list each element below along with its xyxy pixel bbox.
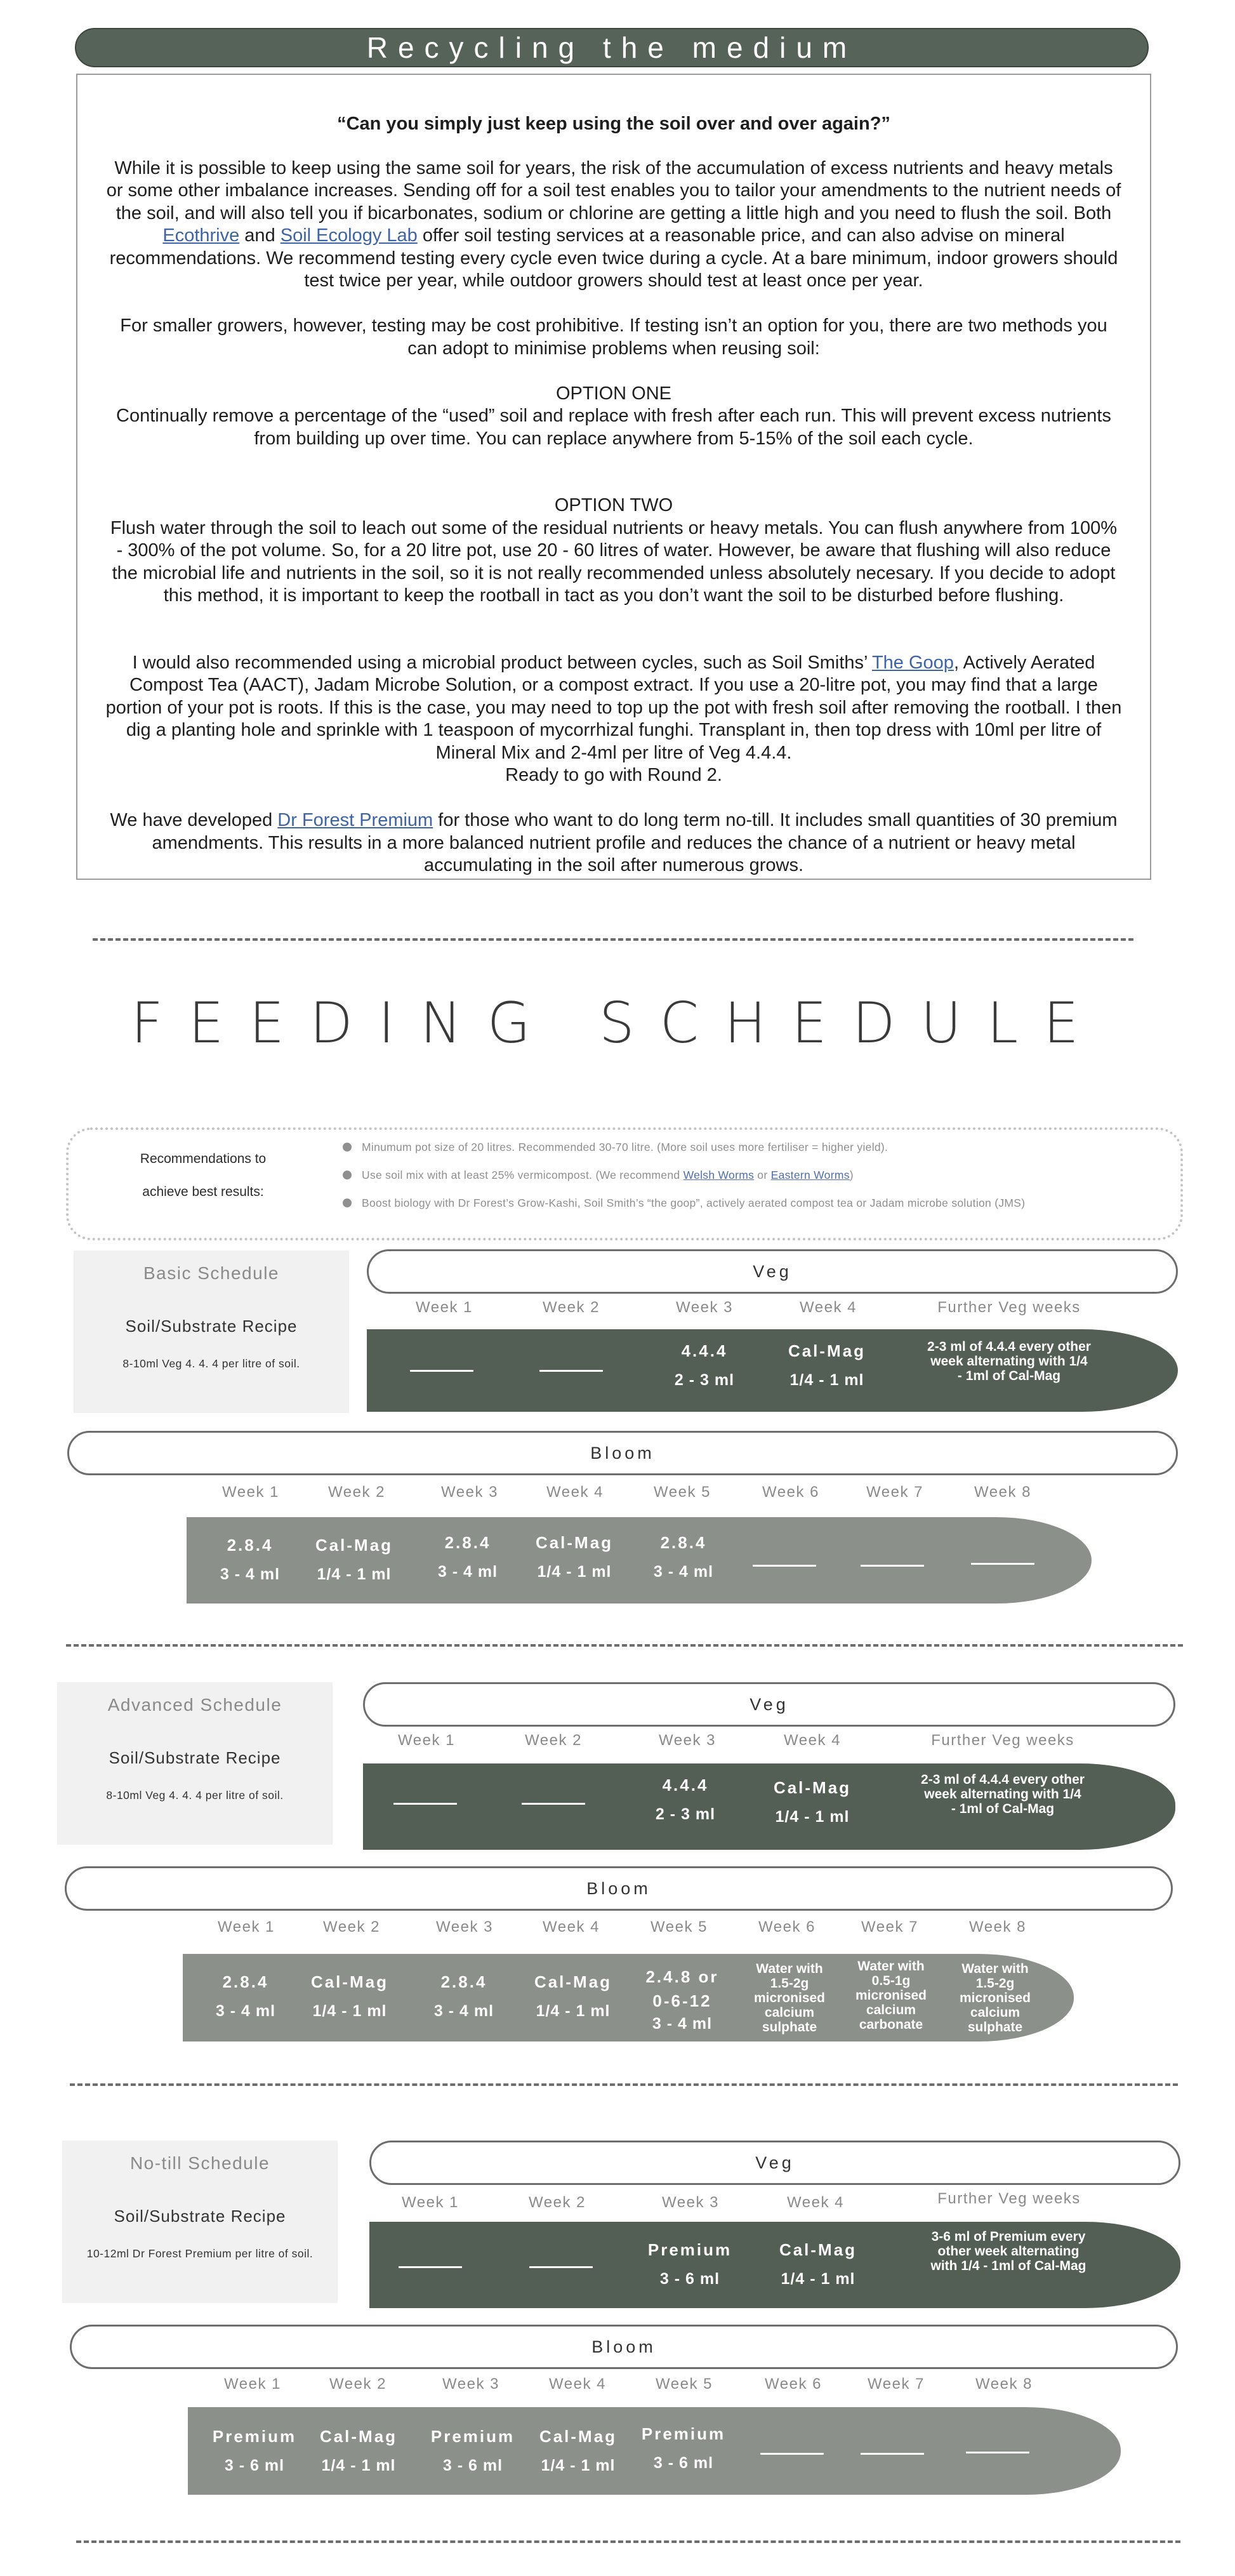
- empty-week-line: [529, 2266, 593, 2268]
- bloom-header: Bloom: [65, 1866, 1173, 1911]
- week-label: Week 2: [525, 1732, 582, 1749]
- week-label: Week 4: [543, 1918, 600, 1935]
- week-label: Week 1: [222, 1484, 279, 1501]
- week-label: Week 1: [224, 2375, 281, 2393]
- article-paragraph-microbial: I would also recommended using a microbial product between cycles, such as Soil Smiths’ The Goop, Actively Aerated Compost Tea (AACT), Jadam Microbe Solution, or a compost extract. If you use a 20-litre pot, you may find that a large portion of your pot is roots. If this is the case, you may need to top up the pot with fresh soil after removing the rootball. I then dig a planting hole and sprinkle with 1 teaspoon of mycorrhizal funghi. Transplant in, then top dress with 10ml per litre of Mineral Mix and 2-4ml per litre of Veg 4.4.4. Ready to go with Round 2.: [105, 652, 1122, 785]
- bloom-week-8-dose: Water with 1.5-2g micronised calcium sulphate: [959, 1962, 1031, 2035]
- bloom-week-5-dose: 2.4.8 or 0-6-12 3 - 4 ml: [645, 1967, 719, 2033]
- week-label: Week 2: [329, 2375, 386, 2393]
- advanced-schedule-panel: [57, 1682, 333, 1845]
- bloom-week-4-dose: Cal-Mag 1/4 - 1 ml: [539, 2427, 618, 2474]
- week-label: Further Veg weeks: [937, 1299, 1081, 1316]
- recipe-title: Soil/Substrate Recipe: [109, 1748, 281, 1767]
- week-label: Week 2: [323, 1918, 380, 1935]
- empty-week-line: [861, 1565, 924, 1567]
- section-title-banner: [75, 28, 1149, 67]
- empty-week-line: [760, 2453, 824, 2455]
- empty-week-line: [861, 2453, 924, 2455]
- veg-week-3-dose: 4.4.4 2 - 3 ml: [674, 1341, 735, 1389]
- week-label: Week 1: [398, 1732, 455, 1749]
- dr-forest-premium-link[interactable]: Dr Forest Premium: [277, 810, 433, 830]
- bloom-week-4-dose: Cal-Mag 1/4 - 1 ml: [535, 1533, 614, 1581]
- empty-week-line: [971, 1563, 1034, 1565]
- bloom-week-1-dose: Premium 3 - 6 ml: [212, 2427, 297, 2474]
- bloom-week-5-dose: 2.8.4 3 - 4 ml: [653, 1533, 714, 1581]
- week-label: Week 5: [656, 2375, 713, 2393]
- bloom-header: Bloom: [70, 2325, 1178, 2369]
- week-label: Week 2: [543, 1299, 600, 1316]
- veg-further-dose: 3-6 ml of Premium every other week alternating with 1/4 - 1ml of Cal-Mag: [930, 2229, 1086, 2273]
- recommendation-item: Minumum pot size of 20 litres. Recommended 30-70 litre. (More soil uses more fertiliser = higher yield).: [362, 1141, 888, 1154]
- week-label: Week 3: [676, 1299, 733, 1316]
- week-label: Week 4: [546, 1484, 604, 1501]
- bullet-icon: [343, 1171, 352, 1179]
- article-paragraph-small-growers: For smaller growers, however, testing may be cost prohibitive. If testing isn’t an option for you, there are two methods you can adopt to minimise problems when reusing soil:: [120, 315, 1107, 359]
- veg-week-3-dose: Premium 3 - 6 ml: [647, 2240, 732, 2288]
- empty-week-line: [410, 1370, 473, 1372]
- week-label: Week 7: [868, 2375, 925, 2393]
- week-label: Week 5: [651, 1918, 708, 1935]
- bloom-week-5-dose: Premium 3 - 6 ml: [641, 2424, 726, 2472]
- recipe-text: 8-10ml Veg 4. 4. 4 per litre of soil.: [122, 1357, 300, 1370]
- veg-header: Veg: [363, 1682, 1175, 1727]
- veg-week-4-dose: Cal-Mag 1/4 - 1 ml: [779, 2240, 857, 2288]
- week-label: Week 4: [549, 2375, 606, 2393]
- bullet-icon: [343, 1143, 352, 1152]
- recommendations-label: Recommendations to achieve best results:: [140, 1152, 267, 1199]
- bloom-header: Bloom: [67, 1431, 1178, 1475]
- option-one-block: [105, 383, 1122, 451]
- article-box: [76, 74, 1151, 880]
- veg-further-dose: 2-3 ml of 4.4.4 every other week alternating with 1/4 - 1ml of Cal-Mag: [921, 1772, 1085, 1816]
- week-label: Further Veg weeks: [931, 1732, 1074, 1749]
- week-label: Week 4: [784, 1732, 841, 1749]
- veg-further-dose: 2-3 ml of 4.4.4 every other week alternating with 1/4 - 1ml of Cal-Mag: [927, 1339, 1091, 1383]
- option-two-body: Flush water through the soil to leach out some of the residual nutrients or heavy metals. You can flush anywhere from 100% - 300% of the pot volume. So, for a 20 litre pot, use 20 - 60 litres of water. However, be aware that flushing will also reduce the microbial life and nutrients in the soil, so it is not really recommended unless absolutely necesary. If you decide to adopt this method, it is important to keep the rootball in tact as you don’t want the soil to be disturbed before flushing.: [110, 517, 1118, 606]
- empty-week-line: [522, 1803, 585, 1805]
- article-paragraph-testing: While it is possible to keep using the same soil for years, the risk of the accumulation of excess nutrients and heavy metals or some other imbalance increases. Sending off for a soil test enables you to tailor your amendments to the nutrient needs of the soil, and will also tell you if bicarbonates, sodium or chlorine are getting a little high and you need to flush the soil. Both Ecothrive and Soil Ecology Lab offer soil testing services at a reasonable price, and can also advise on mineral recommendations. We recommend testing every cycle even twice during a cycle. At a bare minimum, indoor growers should test twice per year, while outdoor growers should test at least once per year.: [106, 157, 1121, 291]
- schedule-title: Basic Schedule: [143, 1263, 279, 1283]
- recipe-title: Soil/Substrate Recipe: [125, 1317, 298, 1336]
- recipe-text: 8-10ml Veg 4. 4. 4 per litre of soil.: [106, 1789, 284, 1802]
- basic-schedule-panel: [74, 1251, 349, 1413]
- divider: [66, 1644, 1183, 1647]
- bloom-week-4-dose: Cal-Mag 1/4 - 1 ml: [534, 1972, 612, 2020]
- section-title: Recycling the medium: [366, 31, 857, 64]
- week-label: Week 2: [529, 2194, 586, 2211]
- article-paragraph-dr-forest: We have developed Dr Forest Premium for those who want to do long term no-till. It includes small quantities of 30 premium amendments. This results in a more balanced nutrient profile and reduces the chance of a nutrient or heavy metal accumulating in the soil after numerous grows.: [110, 810, 1118, 875]
- recipe-text: 10-12ml Dr Forest Premium per litre of soil.: [86, 2247, 314, 2260]
- welsh-worms-link[interactable]: Welsh Worms: [683, 1169, 755, 1181]
- week-label: Week 6: [762, 1484, 819, 1501]
- week-label: Week 3: [659, 1732, 716, 1749]
- ecothrive-link[interactable]: Ecothrive: [162, 225, 240, 246]
- veg-week-4-dose: Cal-Mag 1/4 - 1 ml: [788, 1341, 866, 1389]
- bloom-week-6-dose: Water with 1.5-2g micronised calcium sulphate: [753, 1962, 826, 2035]
- article-question: “Can you simply just keep using the soil over and over again?”: [337, 114, 890, 134]
- week-label: Further Veg weeks: [937, 2190, 1081, 2207]
- week-label: Week 8: [969, 1918, 1026, 1935]
- eastern-worms-link[interactable]: Eastern Worms: [770, 1169, 850, 1181]
- week-label: Week 3: [436, 1918, 493, 1935]
- bloom-week-7-dose: Water with 0.5-1g micronised calcium carbonate: [855, 1959, 927, 2032]
- veg-header: Veg: [369, 2141, 1180, 2185]
- empty-week-line: [753, 1565, 816, 1567]
- bloom-week-2-dose: Cal-Mag 1/4 - 1 ml: [310, 1972, 389, 2020]
- week-label: Week 6: [765, 2375, 822, 2393]
- week-label: Week 3: [662, 2194, 719, 2211]
- week-label: Week 3: [442, 2375, 499, 2393]
- bullet-icon: [343, 1198, 352, 1207]
- divider: [93, 938, 1133, 941]
- option-two-block: [105, 495, 1122, 607]
- week-label: Week 2: [328, 1484, 385, 1501]
- week-label: Week 4: [787, 2194, 844, 2211]
- feeding-schedule-title: FEEDING SCHEDULE: [131, 990, 1104, 1056]
- bloom-week-3-dose: 2.8.4 3 - 4 ml: [437, 1533, 498, 1581]
- week-label: Week 1: [402, 2194, 459, 2211]
- recipe-title: Soil/Substrate Recipe: [114, 2207, 286, 2226]
- veg-week-3-dose: 4.4.4 2 - 3 ml: [655, 1776, 716, 1823]
- empty-week-line: [966, 2452, 1029, 2453]
- week-label: Week 8: [974, 1484, 1031, 1501]
- week-label: Week 1: [416, 1299, 473, 1316]
- bloom-week-3-dose: Premium 3 - 6 ml: [430, 2427, 515, 2474]
- week-label: Week 7: [866, 1484, 923, 1501]
- schedule-title: Advanced Schedule: [107, 1695, 282, 1715]
- week-label: Week 6: [758, 1918, 816, 1935]
- divider: [70, 2083, 1178, 2086]
- bloom-week-2-dose: Cal-Mag 1/4 - 1 ml: [319, 2427, 398, 2474]
- bloom-week-1-dose: 2.8.4 3 - 4 ml: [220, 1536, 281, 1583]
- option-two-title: OPTION TWO: [554, 495, 673, 515]
- empty-week-line: [399, 2266, 462, 2268]
- schedule-title: No-till Schedule: [129, 2153, 270, 2173]
- empty-week-line: [393, 1803, 457, 1805]
- week-label: Week 3: [441, 1484, 498, 1501]
- empty-week-line: [539, 1370, 603, 1372]
- week-label: Week 5: [654, 1484, 711, 1501]
- the-goop-link[interactable]: The Goop: [871, 652, 954, 673]
- no-till-schedule-panel: [62, 2141, 338, 2303]
- week-label: Week 8: [975, 2375, 1033, 2393]
- week-label: Week 4: [800, 1299, 857, 1316]
- soil-ecology-lab-link[interactable]: Soil Ecology Lab: [280, 225, 418, 246]
- week-label: Week 1: [218, 1918, 275, 1935]
- option-one-title: OPTION ONE: [555, 383, 672, 404]
- recommendation-item: Use soil mix with at least 25% vermicompost. (We recommend Welsh Worms or Eastern Worms): [362, 1169, 854, 1182]
- week-label: Week 7: [861, 1918, 918, 1935]
- veg-header: Veg: [367, 1249, 1178, 1294]
- bloom-week-1-dose: 2.8.4 3 - 4 ml: [215, 1972, 276, 2020]
- veg-week-4-dose: Cal-Mag 1/4 - 1 ml: [773, 1778, 852, 1826]
- bloom-week-2-dose: Cal-Mag 1/4 - 1 ml: [315, 1536, 393, 1583]
- bloom-week-3-dose: 2.8.4 3 - 4 ml: [433, 1972, 494, 2020]
- option-one-body: Continually remove a percentage of the “used” soil and replace with fresh after each run. This will prevent excess nutrients from building up over time. You can replace anywhere from 5-15% of the soil each cycle.: [116, 406, 1111, 449]
- divider: [76, 2540, 1180, 2543]
- recommendation-item: Boost biology with Dr Forest’s Grow-Kashi, Soil Smith’s “the goop”, actively aerated compost tea or Jadam microbe solution (JMS): [362, 1197, 1025, 1210]
